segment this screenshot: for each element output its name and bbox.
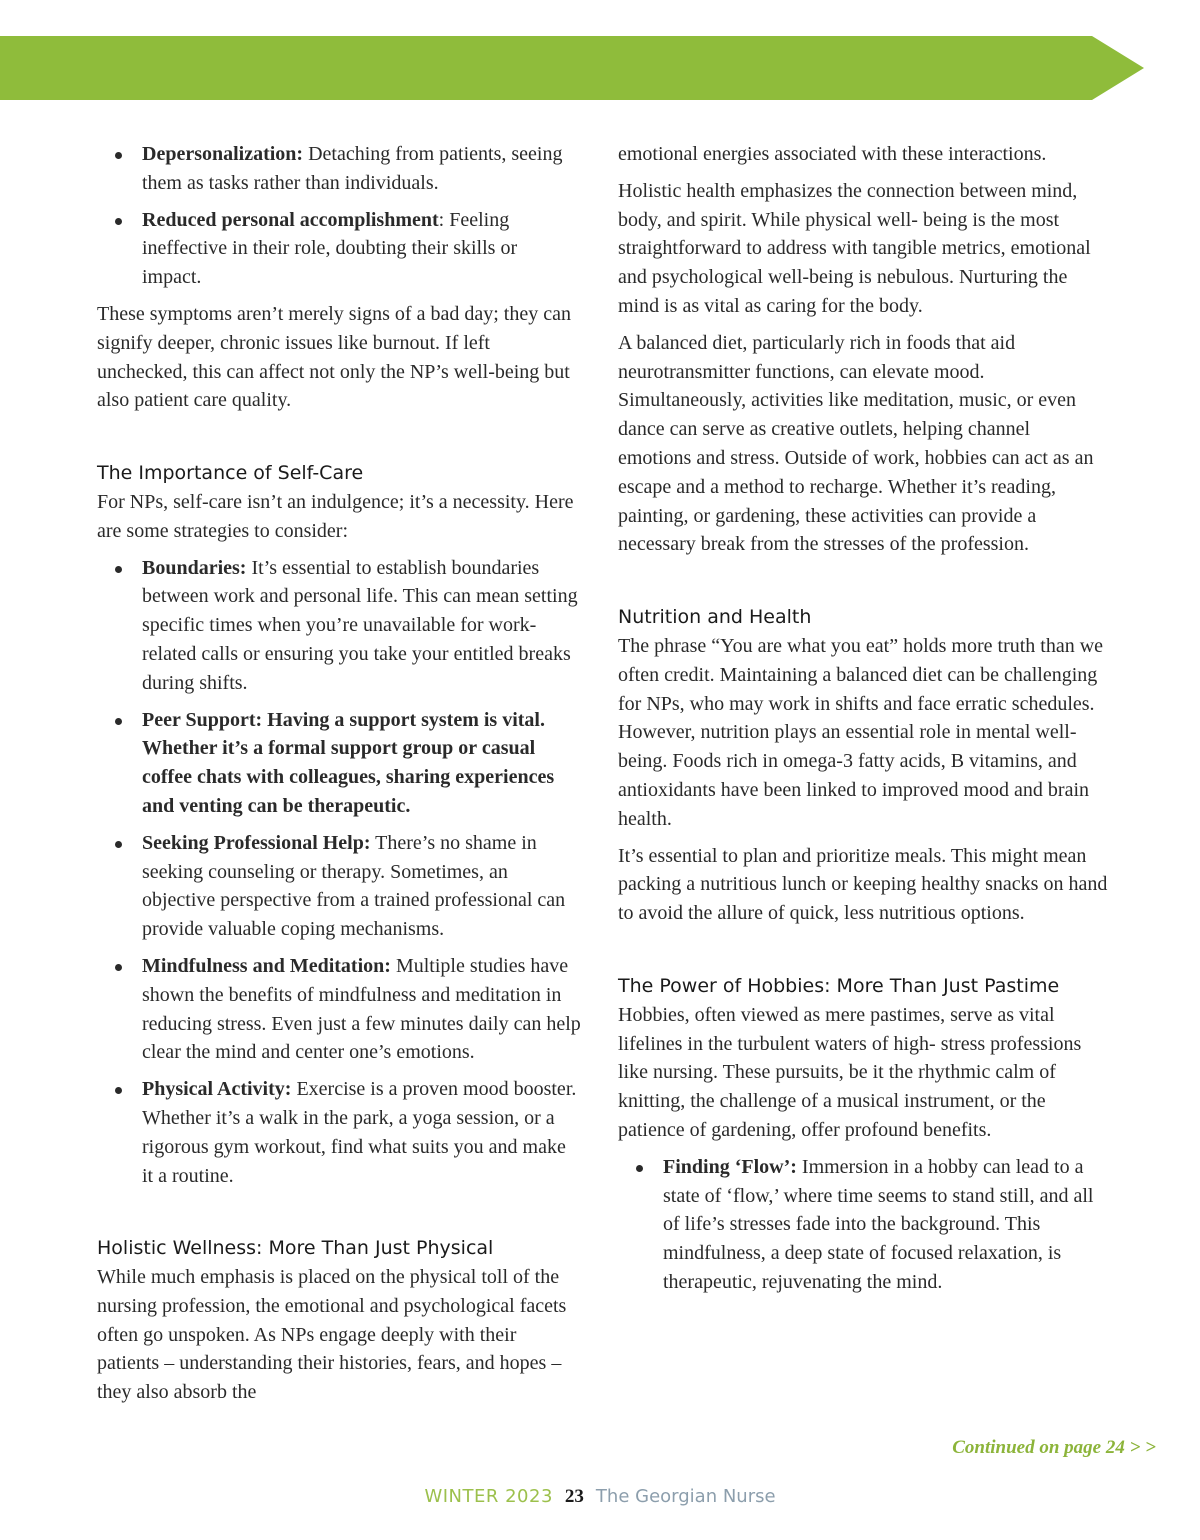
bullet-icon	[636, 1165, 643, 1172]
list-item: Mindfulness and Meditation: Multiple studies have shown the benefits of mindfulness and meditation in reducing stress. Even just a few minutes daily can help clear the mind and center one’s emotions.	[97, 952, 581, 1067]
bullet-icon	[115, 964, 122, 971]
paragraph: A balanced diet, particularly rich in foods that aid neurotransmitter functions, can elevate mood. Simultaneously, activities like meditation, music, or even dance can serve as creative outlets, helping channel emotions and stress. Outside of work, hobbies can act as an escape and a method to recharge. Whether it’s reading, painting, or gardening, these activities can provide a necessary break from the stresses of the profession.	[618, 331, 1094, 556]
list-item: Physical Activity: Exercise is a proven mood booster. Whether it’s a walk in the park, a yoga session, or a rigorous gym workout, find what suits you and make it a routine.	[97, 1075, 581, 1190]
section-heading-nutrition: Nutrition and Health	[618, 606, 812, 629]
list-item: Boundaries: It’s essential to establish boundaries between work and personal life. This can mean setting specific times when you’re unavailable for work-related calls or ensuring you take your entitled breaks during shifts.	[97, 554, 581, 698]
bullet-icon	[115, 218, 122, 225]
bullet-icon	[115, 718, 122, 725]
paragraph: For NPs, self-care isn’t an indulgence; it’s a necessity. Here are some strategies to consider:	[97, 490, 574, 542]
self-care-strategies-list	[97, 554, 581, 1191]
list-item: Seeking Professional Help: There’s no shame in seeking counseling or therapy. Sometimes, an objective perspective from a trained professional can provide valuable coping mechanisms.	[97, 829, 581, 944]
page-number: 23	[564, 1486, 584, 1507]
header-banner	[0, 36, 1144, 100]
bullet-icon	[115, 841, 122, 848]
hobby-benefits-list	[618, 1153, 1108, 1297]
paragraph: While much emphasis is placed on the physical toll of the nursing profession, the emotional and psychological facets often go unspoken. As NPs engage deeply with their patients – understanding their histories, fears, and hopes – they also absorb the	[97, 1266, 567, 1404]
paragraph: It’s essential to plan and prioritize meals. This might mean packing a nutritious lunch or keeping healthy snacks on hand to avoid the allure of quick, less nutritious options.	[618, 844, 1108, 925]
list-item: Reduced personal accomplishment: Feeling ineffective in their role, doubting their skills or impact.	[97, 206, 581, 292]
bullet-icon	[115, 1087, 122, 1094]
continued-link[interactable]: Continued on page 24 > >	[952, 1437, 1156, 1458]
paragraph: Hobbies, often viewed as mere pastimes, serve as vital lifelines in the turbulent waters of high- stress professions like nursing. These pursuits, be it the rhythmic calm of knitting, the challenge of a musical instrument, or the patience of gardening, offer profound benefits.	[618, 1003, 1082, 1141]
left-column	[97, 140, 581, 1415]
bullet-icon	[115, 566, 122, 573]
right-column	[618, 140, 1108, 1305]
burnout-symptoms-list	[97, 140, 581, 292]
section-heading-self-care: The Importance of Self-Care	[97, 462, 364, 485]
section-heading-holistic: Holistic Wellness: More Than Just Physical	[97, 1237, 494, 1260]
list-item: Peer Support: Having a support system is vital. Whether it’s a formal support group or casual coffee chats with colleagues, sharing experiences and venting can be therapeutic.	[97, 706, 581, 821]
paragraph: emotional energies associated with these interactions.	[618, 143, 1047, 165]
paragraph: The phrase “You are what you eat” holds more truth than we often credit. Maintaining a balanced diet can be challenging for NPs, who may work in shifts and face erratic schedules. However, nutrition plays an essential role in mental well-being. Foods rich in omega-3 fatty acids, B vitamins, and antioxidants have been linked to improved mood and brain health.	[618, 634, 1104, 830]
page-footer	[0, 1486, 1200, 1508]
list-item: Finding ‘Flow’: Immersion in a hobby can lead to a state of ‘flow,’ where time seems to stand still, and all of life’s stresses fade into the background. This mindfulness, a deep state of focused relaxation, is therapeutic, rejuvenating the mind.	[618, 1153, 1108, 1297]
magazine-title: The Georgian Nurse	[595, 1486, 776, 1507]
header-arrow-shape	[0, 36, 1144, 100]
section-heading-hobbies: The Power of Hobbies: More Than Just Pastime	[618, 974, 1060, 997]
paragraph: Holistic health emphasizes the connection between mind, body, and spirit. While physical well- being is the most straightforward to address with tangible metrics, emotional and psychological well-being is nebulous. Nurturing the mind is as vital as caring for the body.	[618, 179, 1091, 317]
paragraph: These symptoms aren’t merely signs of a bad day; they can signify deeper, chronic issues like burnout. If left unchecked, this can affect not only the NP’s well-being but also patient care quality.	[97, 302, 571, 412]
bullet-icon	[115, 152, 122, 159]
list-item: Depersonalization: Detaching from patients, seeing them as tasks rather than individuals.	[97, 140, 581, 198]
issue-season: WINTER 2023	[424, 1486, 553, 1507]
